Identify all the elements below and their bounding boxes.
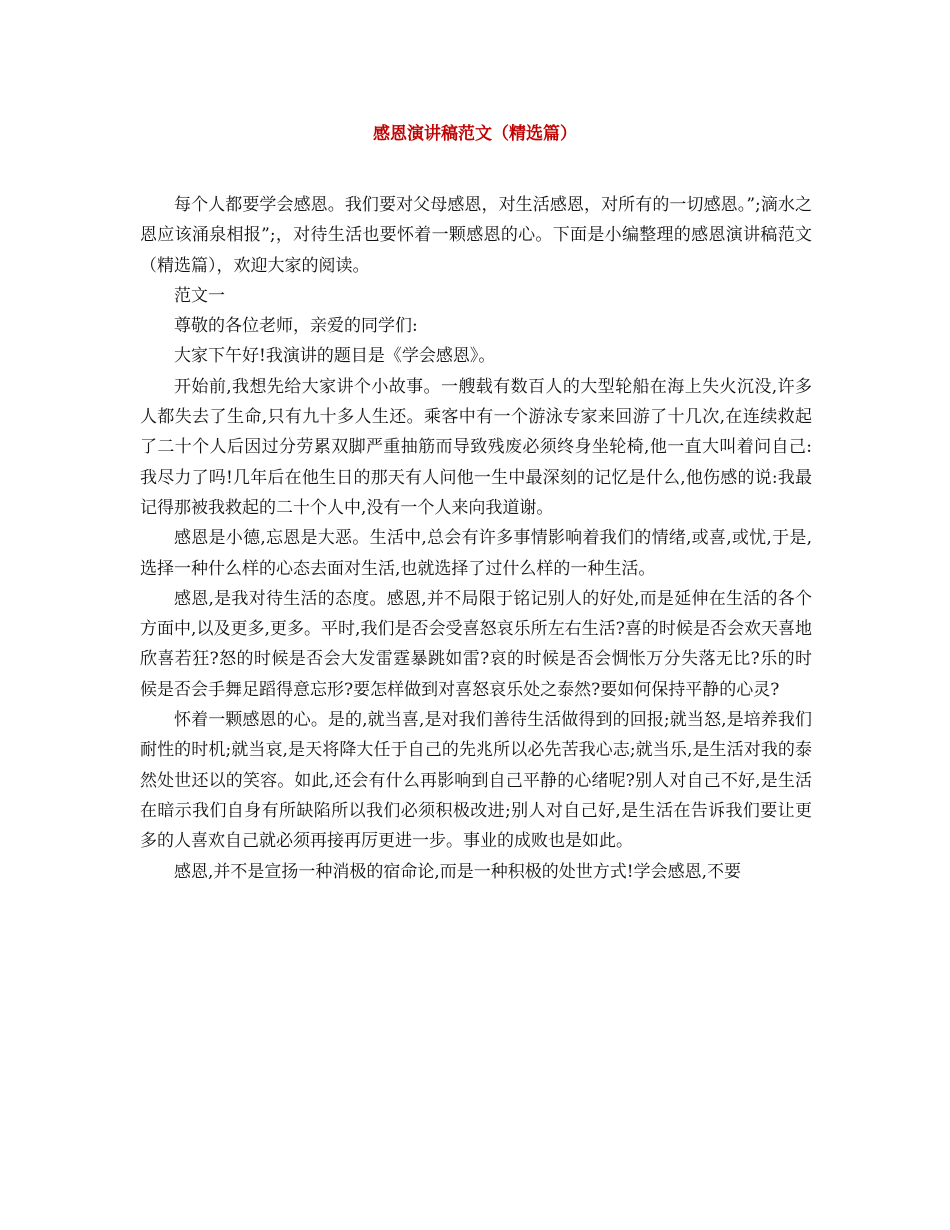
paragraph: 开始前,我想先给大家讲个小故事。一艘载有数百人的大型轮船在海上失火沉没,许多人都失去了生命,只有九十多人生还。乘客中有一个游泳专家来回游了十几次,在连续救起了二十个人后因过分劳累双脚严重抽筋而导致残废必须终身坐轮椅,他一直大叫着问自己:我尽力了吗!几年后在他生日的那天有人问他一生中最深刻的记忆是什么,他伤感的说:我最记得那被我救起的二十个人中,没有一个人来向我道谢。: [140, 376, 812, 518]
paragraph: 怀着一颗感恩的心。是的,就当喜,是对我们善待生活做得到的回报;就当怒,是培养我们耐性的时机;就当哀,是天将降大任于自己的先兆所以必先苦我心志;就当乐,是生活对我的泰然处世还以的笑容。如此,还会有什么再影响到自己平静的心绪呢?别人对自己不好,是生活在暗示我们自身有所缺陷所以我们必须积极改进;别人对自己好,是生活在告诉我们要让更多的人喜欢自己就必须再接再厉更进一步。事业的成败也是如此。: [140, 710, 812, 852]
paragraph: 每个人都要学会感恩。我们要对父母感恩，对生活感恩，对所有的一切感恩。”;滴水之恩应该涌泉相报”;，对待生活也要怀着一颗感恩的心。下面是小编整理的感恩演讲稿范文（精选篇），欢迎大家的阅读。: [140, 195, 812, 276]
paragraph: 尊敬的各位老师，亲爱的同学们:: [174, 316, 418, 337]
paragraph: 感恩,并不是宣扬一种消极的宿命论,而是一种积极的处世方式!学会感恩,不要: [174, 861, 742, 882]
paragraph: 感恩,是我对待生活的态度。感恩,并不局限于铭记别人的好处,而是延伸在生活的各个方面中,以及更多,更多。平时,我们是否会受喜怒哀乐所左右生活?喜的时候是否会欢天喜地欣喜若狂?怒的时候是否会大发雷霆暴跳如雷?哀的时候是否会惆怅万分失落无比?乐的时候是否会手舞足蹈得意忘形?要怎样做到对喜怒哀乐处之泰然?要如何保持平静的心灵?: [140, 588, 812, 700]
paragraph: 感恩是小德,忘恩是大恶。生活中,总会有许多事情影响着我们的情绪,或喜,或忧,于是,选择一种什么样的心态去面对生活,也就选择了过什么样的一种生活。: [140, 528, 812, 579]
paragraph: 大家下午好!我演讲的题目是《学会感恩》。: [174, 346, 496, 367]
document-title: 感恩演讲稿范文（精选篇）: [373, 124, 577, 144]
paragraph: 范文一: [174, 285, 225, 306]
document-body: [140, 190, 812, 887]
